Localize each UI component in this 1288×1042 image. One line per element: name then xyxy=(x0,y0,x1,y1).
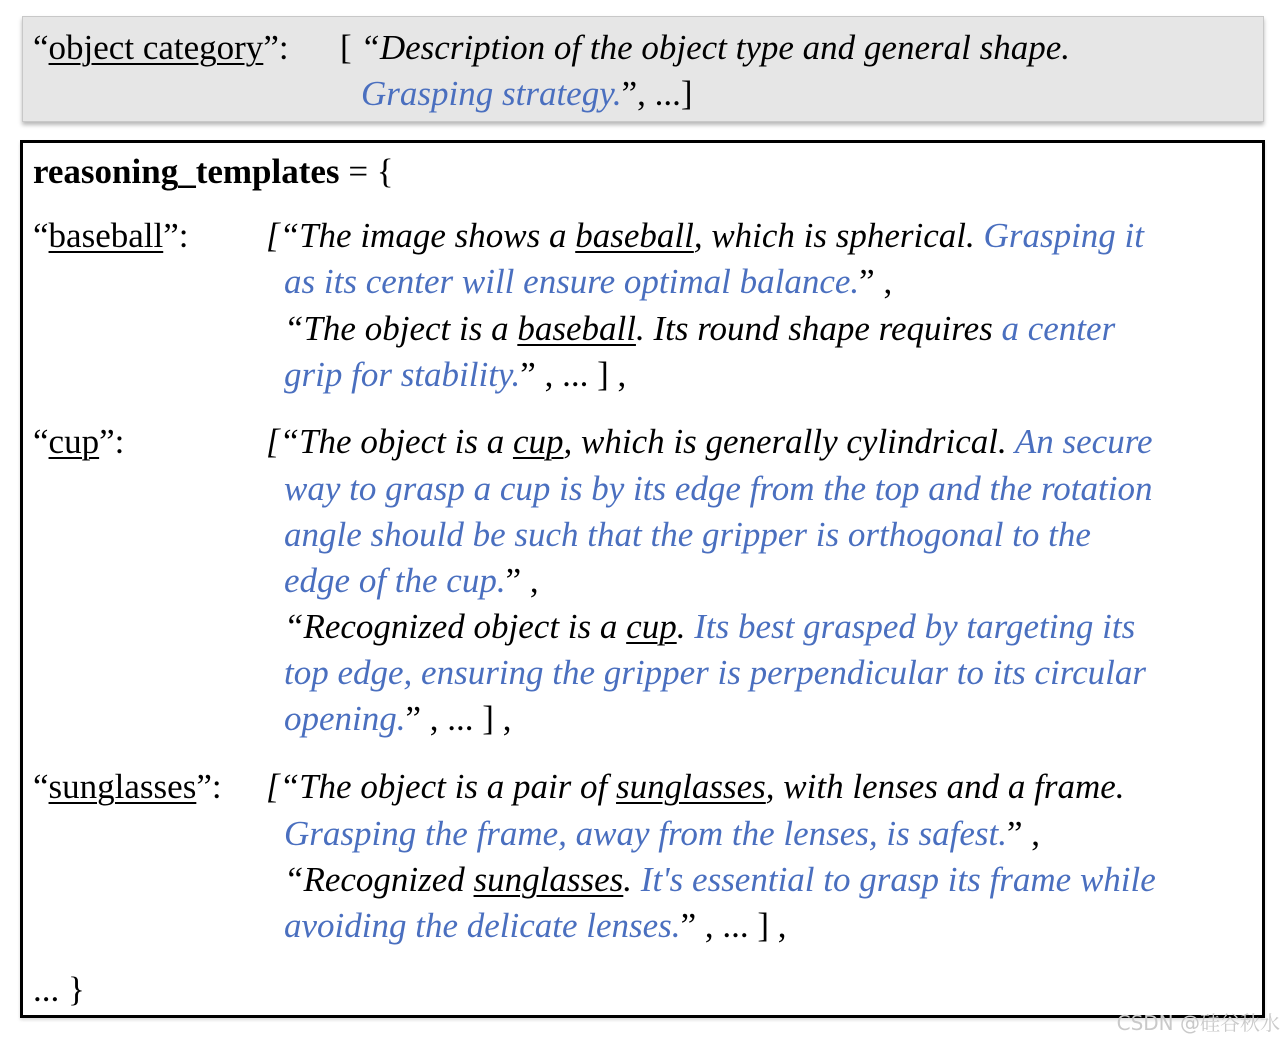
object-name: sunglasses xyxy=(616,767,766,806)
key-quote-close: ”: xyxy=(163,216,189,255)
text-segment: [“The object is a xyxy=(266,422,513,461)
cup-line-2 xyxy=(284,469,1152,509)
text-segment: , which is spherical. xyxy=(693,216,984,255)
baseball-line-1 xyxy=(266,216,1144,256)
text-segment: “Recognized object is a xyxy=(284,607,627,646)
header-tail: ”, ...] xyxy=(621,74,693,113)
sunglasses-line-3 xyxy=(284,860,1156,900)
baseball-line-2 xyxy=(284,262,892,302)
text-tail: ” , xyxy=(505,561,539,600)
header-line-1 xyxy=(33,28,289,68)
object-name: sunglasses xyxy=(473,860,624,899)
text-segment: “The object is a xyxy=(284,309,518,348)
sunglasses-line-4 xyxy=(284,906,787,946)
object-name: cup xyxy=(626,607,677,646)
sunglasses-line-1 xyxy=(266,767,1125,807)
text-segment: [“The object is a pair of xyxy=(266,767,617,806)
object-name: baseball xyxy=(575,216,694,255)
key-quote-open: “ xyxy=(33,767,49,806)
entry-key-cup xyxy=(33,422,124,462)
entry-key-baseball xyxy=(33,216,189,256)
watermark: CSDN @硅谷秋水 xyxy=(1116,1011,1280,1035)
strategy-text: edge of the cup. xyxy=(284,561,506,600)
cup-line-5 xyxy=(284,607,1135,647)
key-quote-close: ”: xyxy=(196,767,222,806)
text-segment: . Its round shape requires xyxy=(635,309,1002,348)
key-quote-close: ”: xyxy=(99,422,125,461)
strategy-text: opening. xyxy=(284,699,406,738)
entry-key-sunglasses xyxy=(33,767,222,807)
template-closing: ... } xyxy=(33,970,85,1009)
strategy-text: as its center will ensure optimal balance. xyxy=(284,262,860,301)
strategy-text: avoiding the delicate lenses. xyxy=(284,906,681,945)
text-segment: , which is generally cylindrical. xyxy=(563,422,1015,461)
cup-line-6 xyxy=(284,653,1146,693)
baseball-line-4 xyxy=(284,355,626,395)
text-tail: ” , ... ] , xyxy=(520,355,627,394)
header-list-open xyxy=(340,28,1070,68)
cup-line-3 xyxy=(284,515,1091,555)
text-segment: . xyxy=(623,860,641,899)
strategy-text: Its best grasped by targeting its xyxy=(694,607,1136,646)
strategy-text: It's essential to grasp its frame while xyxy=(640,860,1156,899)
key-quote-open: “ xyxy=(33,422,49,461)
template-assign: = { xyxy=(339,152,394,191)
header-key: object category xyxy=(48,28,264,67)
strategy-text: Grasping it xyxy=(983,216,1144,255)
header-quote-close: ”: xyxy=(263,28,289,67)
key-text: sunglasses xyxy=(48,767,197,806)
strategy-text: An secure xyxy=(1014,422,1153,461)
strategy-text: grip for stability. xyxy=(284,355,521,394)
key-text: cup xyxy=(48,422,100,461)
object-name: baseball xyxy=(517,309,636,348)
text-tail: ” , xyxy=(1006,814,1041,853)
strategy-text: top edge, ensuring the gripper is perpendicular to its circular xyxy=(284,653,1146,692)
text-tail: ” , xyxy=(859,262,893,301)
text-segment: . xyxy=(676,607,695,646)
object-name: cup xyxy=(512,422,564,461)
header-quote-open: “ xyxy=(33,28,49,67)
cup-line-1 xyxy=(266,422,1153,462)
baseball-line-3 xyxy=(284,309,1115,349)
template-title-line xyxy=(33,152,394,192)
template-title: reasoning_templates xyxy=(33,152,340,191)
text-segment: , with lenses and a frame. xyxy=(765,767,1125,806)
strategy-text: way to grasp a cup is by its edge from the top and the rotation xyxy=(284,469,1153,508)
text-tail: ” , ... ] , xyxy=(680,906,787,945)
text-tail: ” , ... ] , xyxy=(405,699,512,738)
sunglasses-line-2 xyxy=(284,814,1040,854)
key-quote-open: “ xyxy=(33,216,49,255)
header-description: “Description of the object type and general shape. xyxy=(360,28,1070,67)
cup-line-7 xyxy=(284,699,511,739)
strategy-text: angle should be such that the gripper is orthogonal to the xyxy=(284,515,1091,554)
header-bracket: [ xyxy=(340,28,352,67)
key-text: baseball xyxy=(48,216,164,255)
text-segment: [“The image shows a xyxy=(266,216,576,255)
header-line-2 xyxy=(361,74,693,114)
text-segment: “Recognized xyxy=(284,860,474,899)
strategy-text: a center xyxy=(1001,309,1116,348)
header-strategy: Grasping strategy. xyxy=(361,74,622,113)
strategy-text: Grasping the frame, away from the lenses, is safest. xyxy=(284,814,1007,853)
cup-line-4 xyxy=(284,561,539,601)
